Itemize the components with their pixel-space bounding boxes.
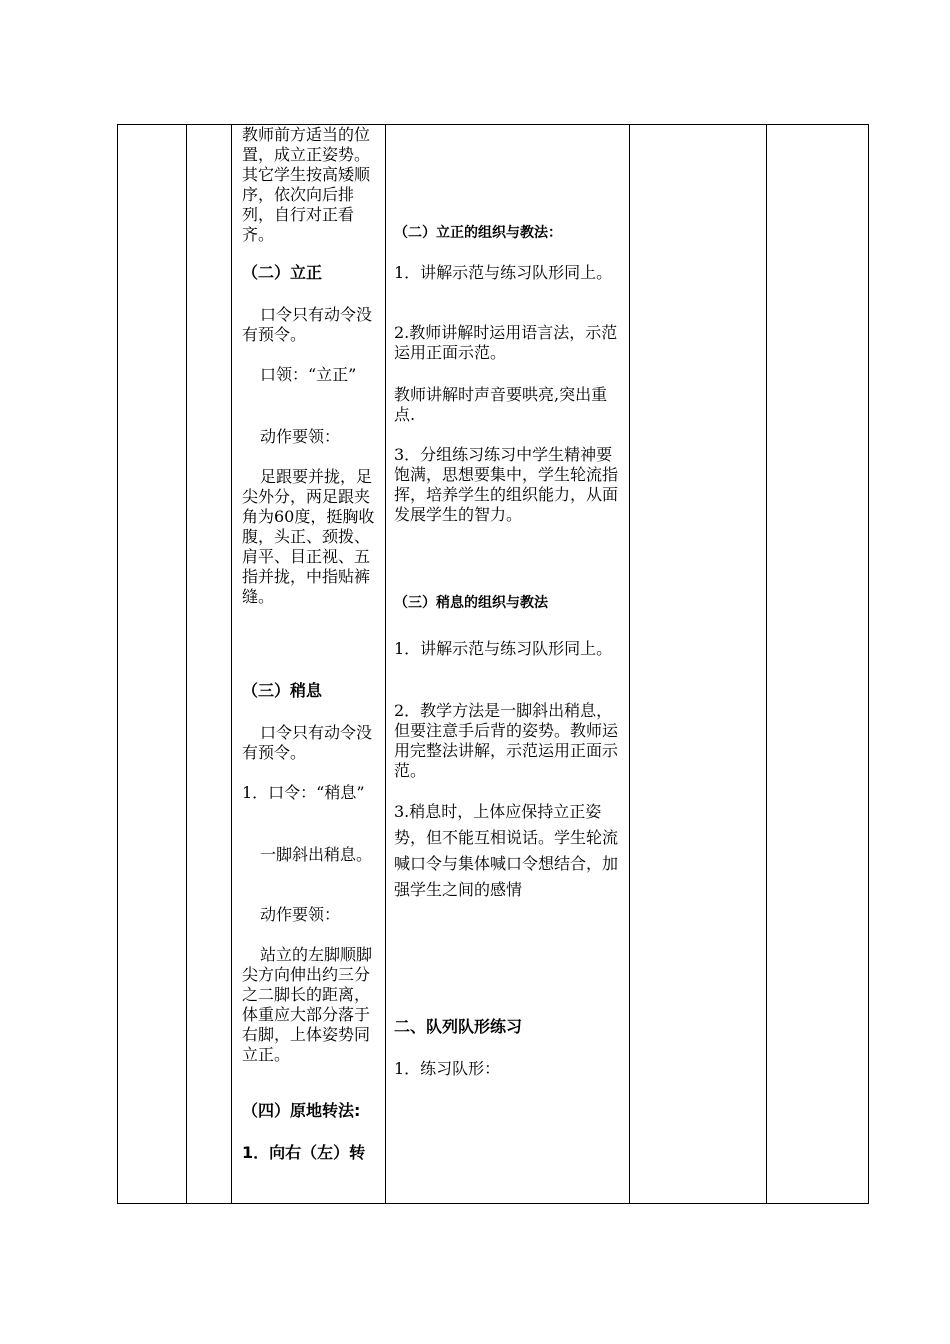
paragraph: 1．口令：“稍息” [242,783,365,802]
paragraph: 2.教师讲解时运用语言法，示范运用正面示范。 [394,323,618,362]
paragraph: 口领：“立正” [260,365,357,384]
section-heading-formation: 二、队列队形练习 [394,1017,523,1036]
paragraph: 3.稍息时，上体应保持立正姿势，但不能互相说话。学生轮流喊口令与集体喊口令想结合，加强学生之间的感情 [394,802,619,899]
column-divider-3 [385,125,386,1203]
section-heading-right-turn: 1．向右（左）转 [242,1143,366,1162]
column-divider-1 [186,125,187,1203]
paragraph: 站立的左脚顺脚尖方向伸出约三分之二脚长的距离，体重应大部分落于右脚，上体姿势同立正。 [242,945,373,1064]
paragraph: 1．讲解示范与练习队形同上。 [394,263,613,282]
paragraph: 动作要领： [260,427,341,446]
paragraph: 教师讲解时声音要哄亮,突出重点. [394,385,608,424]
column-divider-5 [766,125,767,1203]
paragraph: 3．分组练习练习中学生精神要饱满，思想要集中，学生轮流指挥，培养学生的组织能力，从面发展学生的智力。 [394,445,619,524]
section-heading-attention: （二）立正 [242,263,323,282]
paragraph: 口令只有动令没有预令。 [242,723,373,762]
paragraph: 动作要领： [260,905,341,924]
section-heading-at-ease: （三）稍息 [242,681,323,700]
section-heading-turns: （四）原地转法: [242,1101,361,1120]
column-divider-2 [231,125,232,1203]
paragraph: 2．教学方法是一脚斜出稍息，但要注意手后背的姿势。教师运用完整法讲解，示范运用正面示范。 [394,701,619,780]
method-heading-at-ease: （三）稍息的组织与教法 [394,595,548,611]
lesson-plan-table [117,124,869,1204]
paragraph: 1．练习队形： [394,1059,501,1078]
intro-paragraph: 教师前方适当的位置，成立正姿势。其它学生按高矮顺序，依次向后排列，自行对正看齐。 [242,125,371,244]
paragraph: 足跟要并拢，足尖外分，两足跟夹角为60度，挺胸收腹，头正、颈拨、肩平、目正视、五指并拢，中指贴裤缝。 [242,467,375,606]
paragraph: 一脚斜出稍息。 [260,845,373,864]
paragraph: 口令只有动令没有预令。 [242,305,373,344]
column-divider-4 [629,125,630,1203]
method-heading-attention: （二）立正的组织与教法： [394,225,562,241]
paragraph: 1．讲解示范与练习队形同上。 [394,639,613,658]
